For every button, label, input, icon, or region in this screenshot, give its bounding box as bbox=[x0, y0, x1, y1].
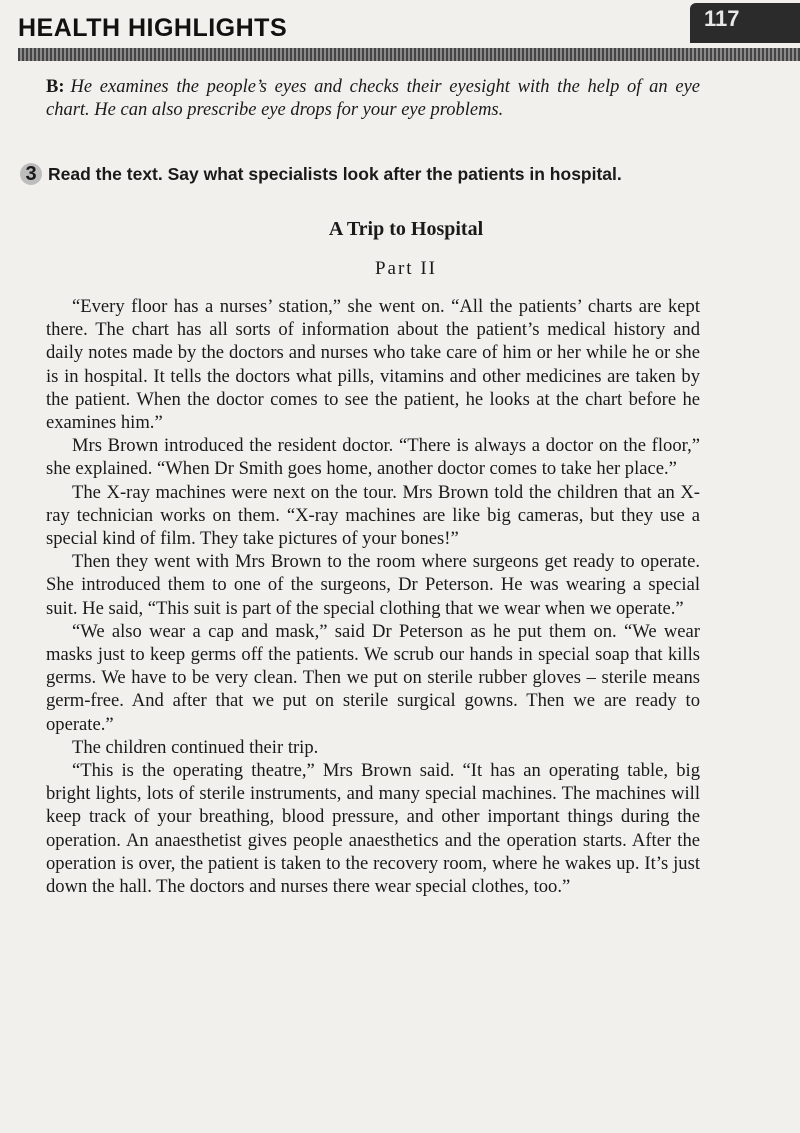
story-paragraph: “We also wear a cap and mask,” said Dr Peterson as he put them on. “We wear masks just to keep germs off the patients. We scrub our hands in special soap that kills germs. We have to be very clean. Then we put on sterile rubber gloves – sterile means germ-free. And after that we put on sterile surgical gowns. Then we are ready to operate.” bbox=[46, 620, 700, 735]
answer-block bbox=[46, 76, 700, 122]
answer-speaker: B: bbox=[46, 77, 65, 97]
page-number: 117 bbox=[704, 6, 740, 31]
story-paragraph: The X-ray machines were next on the tour. Mrs Brown told the children that an X-ray technician works on them. “X-ray machines are like big cameras, but they use a special kind of film. They take pictures of your bones!” bbox=[46, 481, 700, 550]
story-part: Part II bbox=[374, 258, 437, 279]
header-divider bbox=[18, 48, 800, 61]
task-number-badge: 3 bbox=[20, 163, 42, 185]
story-paragraph: Then they went with Mrs Brown to the room where surgeons get ready to operate. She introduced them to one of the surgeons, Dr Peterson. He was wearing a special suit. He said, “This suit is part of the special clothing that we wear when we operate.” bbox=[46, 551, 700, 619]
story-paragraph: “This is the operating theatre,” Mrs Brown said. “It has an operating table, big bright lights, lots of sterile instruments, and many special machines. The machines will keep track of your breathing, blood pressure, and other important things during the operation. An anaesthetist gives people anaesthetics and the operation starts. After the operation is over, the patient is taken to the recovery room, where he wakes up. It’s just down the hall. The doctors and nurses there wear special clothes, too.” bbox=[46, 760, 700, 898]
story-body bbox=[46, 295, 700, 898]
story-title: A Trip to Hospital bbox=[328, 218, 484, 240]
page-header bbox=[0, 0, 800, 64]
story-paragraph: The children continued their trip. bbox=[72, 736, 319, 758]
story-paragraph: Mrs Brown introduced the resident doctor. “There is always a doctor on the floor,” she explained. “When Dr Smith goes home, another doctor comes to take her place.” bbox=[46, 435, 700, 480]
story-paragraph: “Every floor has a nurses’ station,” she went on. “All the patients’ charts are kept there. The chart has all sorts of information about the patient’s medical history and daily notes made by the doctors and nurses who take care of him or her while he or she is in hospital. It tells the doctors what pills, vitamins and other medicines are taken by the patient. When the doctor comes to see the patient, he looks at the chart before he examines him.” bbox=[46, 296, 700, 434]
answer-text: He examines the people’s eyes and checks their eyesight with the help of an eye chart. He can also prescribe eye drops for your eye problems. bbox=[46, 77, 700, 120]
section-title: HEALTH HIGHLIGHTS bbox=[18, 14, 288, 42]
task-instruction: Read the text. Say what specialists look after the patients in hospital. bbox=[48, 164, 622, 184]
